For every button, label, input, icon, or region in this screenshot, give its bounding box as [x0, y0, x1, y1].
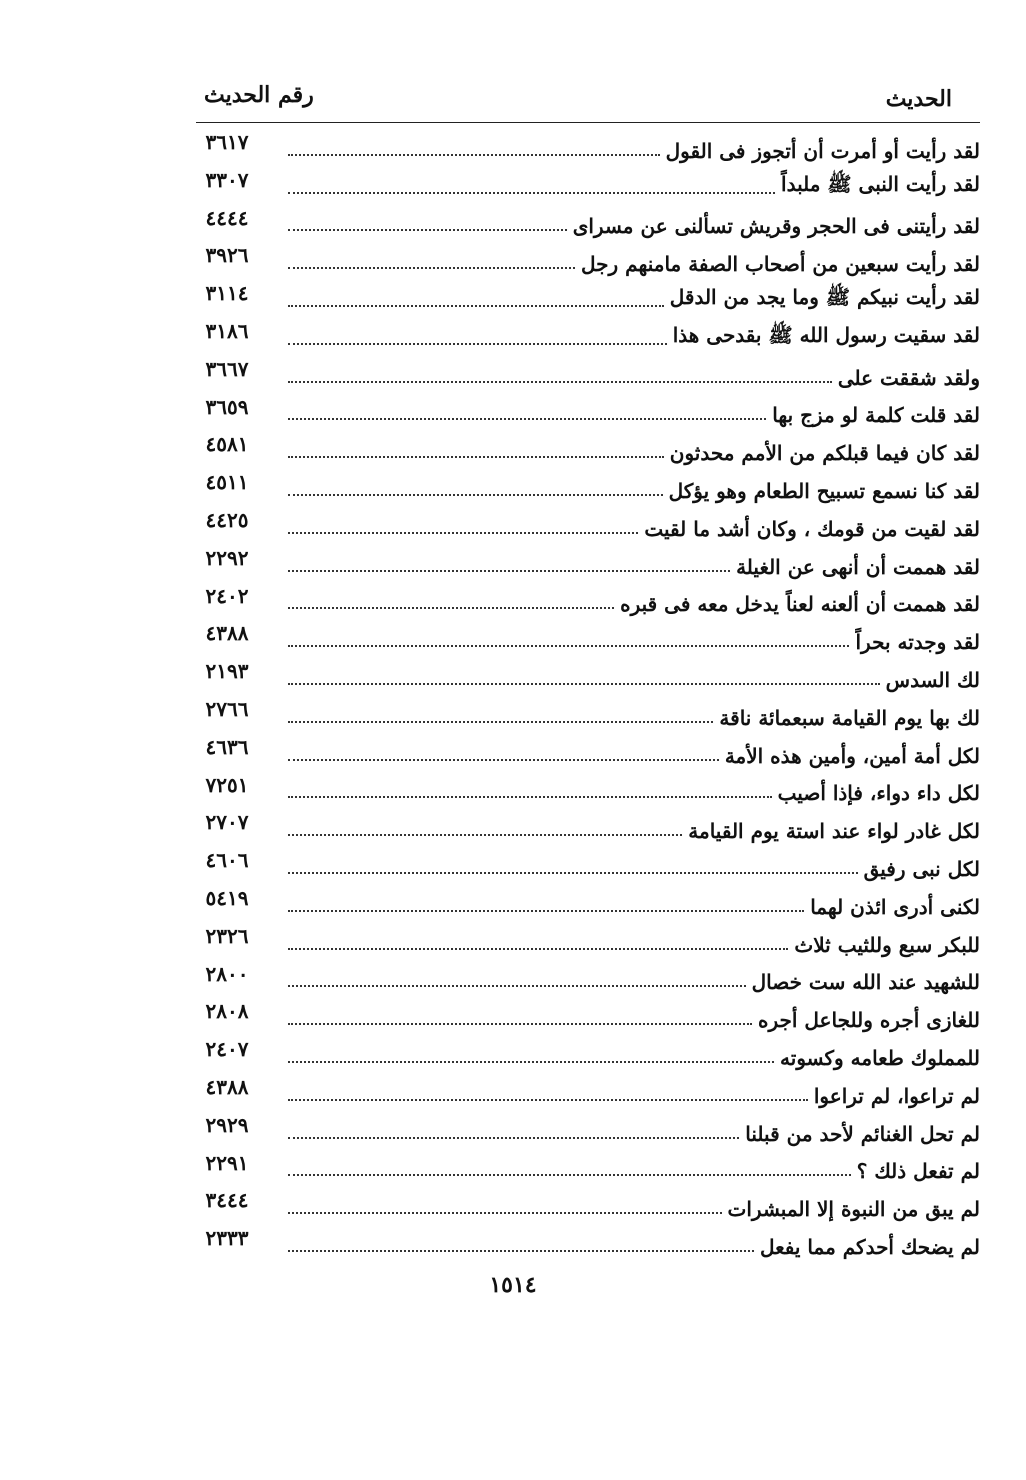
list-item: [196, 657, 980, 695]
hadith-text: لقد رأيت نبيكم ﷺ وما يجد من الدقل: [669, 284, 980, 309]
dot-leader: [288, 381, 832, 383]
dot-leader: [288, 1250, 754, 1252]
header-hadith-label: الحديث: [885, 86, 952, 112]
hadith-number: ٢٨٠٠: [205, 961, 249, 986]
hadith-text: لقد كنا نسمع تسبيح الطعام وهو يؤكل: [668, 478, 980, 503]
dot-leader: [288, 1174, 851, 1176]
hadith-number: ٤٣٨٨: [205, 621, 249, 646]
hadith-number: ٧٢٥١: [205, 772, 249, 797]
dot-leader: [288, 607, 614, 609]
hadith-number: ٤٦٠٦: [205, 848, 249, 873]
hadith-text: ولقد شققت على: [837, 365, 980, 390]
dot-leader: [288, 759, 719, 761]
list-item: [196, 393, 980, 431]
list-item: [196, 1149, 980, 1187]
list-item: [196, 166, 980, 204]
hadith-number: ٣٤٤٤: [205, 1188, 249, 1213]
dot-leader: [288, 456, 664, 458]
hadith-text: لك السدس: [885, 667, 980, 692]
hadith-number: ٢٧٦٦: [205, 696, 249, 721]
dot-leader: [288, 532, 638, 534]
dot-leader: [288, 343, 667, 345]
dot-leader: [288, 645, 849, 647]
dot-leader: [288, 192, 775, 194]
list-item: [196, 771, 980, 809]
list-item: [196, 619, 980, 657]
hadith-number: ٤٥٨١: [205, 432, 249, 457]
header-rule: [196, 122, 980, 123]
dot-leader: [288, 910, 804, 912]
hadith-number: ٢٧٠٧: [205, 810, 249, 835]
dot-leader: [288, 154, 660, 156]
list-item: [196, 355, 980, 393]
dot-leader: [288, 1061, 774, 1063]
dot-leader: [288, 1212, 722, 1214]
dot-leader: [288, 985, 746, 987]
hadith-number: ٢٢٩٢: [205, 545, 249, 570]
hadith-number: ٣٣٠٧: [205, 167, 249, 192]
hadith-number: ٢٢٩١: [205, 1150, 249, 1175]
hadith-text: للبكر سبع وللثيب ثلاث: [794, 932, 980, 957]
hadith-number: ٣٦١٧: [205, 130, 249, 154]
list-item: [196, 204, 980, 242]
hadith-text: لقد هممت أن أنهى عن الغيلة: [736, 554, 980, 579]
dot-leader: [288, 834, 682, 836]
hadith-number: ٣١١٤: [205, 281, 249, 306]
hadith-text: لكل داء دواء، فإذا أصيب: [777, 781, 980, 806]
hadith-text: لك بها يوم القيامة سبعمائة ناقة: [719, 705, 980, 730]
hadith-number: ٤٣٨٨: [205, 1074, 249, 1099]
hadith-number: ٣٦٦٧: [205, 356, 249, 381]
hadith-number: ٢٣٣٣: [205, 1226, 249, 1251]
dot-leader: [288, 494, 663, 496]
hadith-text: لكنى أدرى ائذن لهما: [810, 894, 980, 919]
page-number: ١٥١٤: [489, 1272, 537, 1298]
list-item: [196, 1224, 980, 1262]
hadith-text: للغازى أجره وللجاعل أجره: [758, 1008, 980, 1033]
hadith-number: ٤٤٤٤: [205, 205, 249, 230]
hadith-text: لقد هممت أن ألعنه لعناً يدخل معه فى قبره: [620, 592, 980, 617]
list-item: [196, 997, 980, 1035]
hadith-number: ٣٩٢٦: [205, 243, 249, 268]
dot-leader: [288, 305, 664, 307]
list-item: [196, 506, 980, 544]
list-item: [196, 582, 980, 620]
dot-leader: [288, 1099, 808, 1101]
hadith-text: لم يضحك أحدكم مما يفعل: [759, 1234, 980, 1259]
hadith-text: لم يبق من النبوة إلا المبشرات: [727, 1197, 980, 1222]
list-item: [196, 279, 980, 317]
hadith-text: لم تحل الغنائم لأحد من قبلنا: [745, 1121, 980, 1146]
hadith-text: لقد قلت كلمة لو مزج بها: [772, 403, 980, 428]
hadith-text: لقد كان فيما قبلكم من الأمم محدثون: [669, 441, 980, 466]
list-item: [196, 468, 980, 506]
list-item: [196, 695, 980, 733]
hadith-text: لقد رأيت سبعين من أصحاب الصفة مامنهم رجل: [581, 252, 980, 277]
hadith-text: لقد رأيت أو أمرت أن أتجوز فى القول: [665, 138, 980, 163]
list-item: [196, 808, 980, 846]
dot-leader: [288, 872, 858, 874]
header-number-label: رقم الحديث: [204, 82, 314, 108]
list-item: [196, 846, 980, 884]
dot-leader: [288, 1023, 752, 1025]
dot-leader: [288, 948, 788, 950]
hadith-text: لقد رأيتنى فى الحجر وقريش تسألنى عن مسراى: [572, 214, 980, 239]
hadith-text: لقد رأيت النبى ﷺ ملبداً: [781, 171, 980, 196]
hadith-text: لم تراعوا، لم تراعوا: [813, 1083, 980, 1108]
hadith-number: ٣١٨٦: [205, 318, 249, 343]
list-item: [196, 430, 980, 468]
hadith-number: ٢٩٢٩: [205, 1112, 249, 1137]
hadith-number: ٢٣٢٦: [205, 923, 249, 948]
hadith-text: لكل غادر لواء عند استة يوم القيامة: [688, 819, 980, 844]
list-item: [196, 128, 980, 166]
hadith-number: ٢٤٠٢: [205, 583, 249, 608]
hadith-number: ٤٤٢٥: [205, 507, 249, 532]
list-item: [196, 317, 980, 355]
list-item: [196, 241, 980, 279]
list-item: [196, 733, 980, 771]
hadith-number: ٢٤٠٧: [205, 1037, 249, 1062]
hadith-number: ٣٦٥٩: [205, 394, 249, 419]
dot-leader: [288, 229, 567, 231]
hadith-text: لقد لقيت من قومك ، وكان أشد ما لقيت: [644, 516, 980, 541]
hadith-number: ٥٤١٩: [205, 885, 249, 910]
hadith-index-list: [196, 128, 980, 1262]
dot-leader: [288, 418, 766, 420]
list-item: [196, 1186, 980, 1224]
hadith-text: للمملوك طعامه وكسوته: [780, 1045, 980, 1070]
hadith-text: لقد وجدته بحراً: [855, 630, 980, 655]
dot-leader: [288, 796, 772, 798]
dot-leader: [288, 570, 730, 572]
hadith-number: ٤٦٣٦: [205, 734, 249, 759]
list-item: [196, 1111, 980, 1149]
hadith-text: للشهيد عند الله ست خصال: [751, 970, 980, 995]
list-item: [196, 1073, 980, 1111]
dot-leader: [288, 721, 713, 723]
dot-leader: [288, 1137, 739, 1139]
hadith-text: لقد سقيت رسول الله ﷺ بقدحى هذا: [672, 322, 980, 347]
dot-leader: [288, 267, 575, 269]
list-item: [196, 960, 980, 998]
hadith-text: لم تفعل ذلك ؟: [856, 1159, 980, 1184]
hadith-text: لكل أمة أمين، وأمين هذه الأمة: [724, 743, 980, 768]
page-header: [196, 82, 980, 120]
list-item: [196, 1035, 980, 1073]
list-item: [196, 922, 980, 960]
list-item: [196, 544, 980, 582]
hadith-text: لكل نبى رفيق: [863, 856, 980, 881]
hadith-number: ٤٥١١: [205, 470, 249, 495]
list-item: [196, 884, 980, 922]
hadith-number: ٢١٩٣: [205, 659, 249, 684]
hadith-number: ٢٨٠٨: [205, 999, 249, 1024]
dot-leader: [288, 683, 880, 685]
